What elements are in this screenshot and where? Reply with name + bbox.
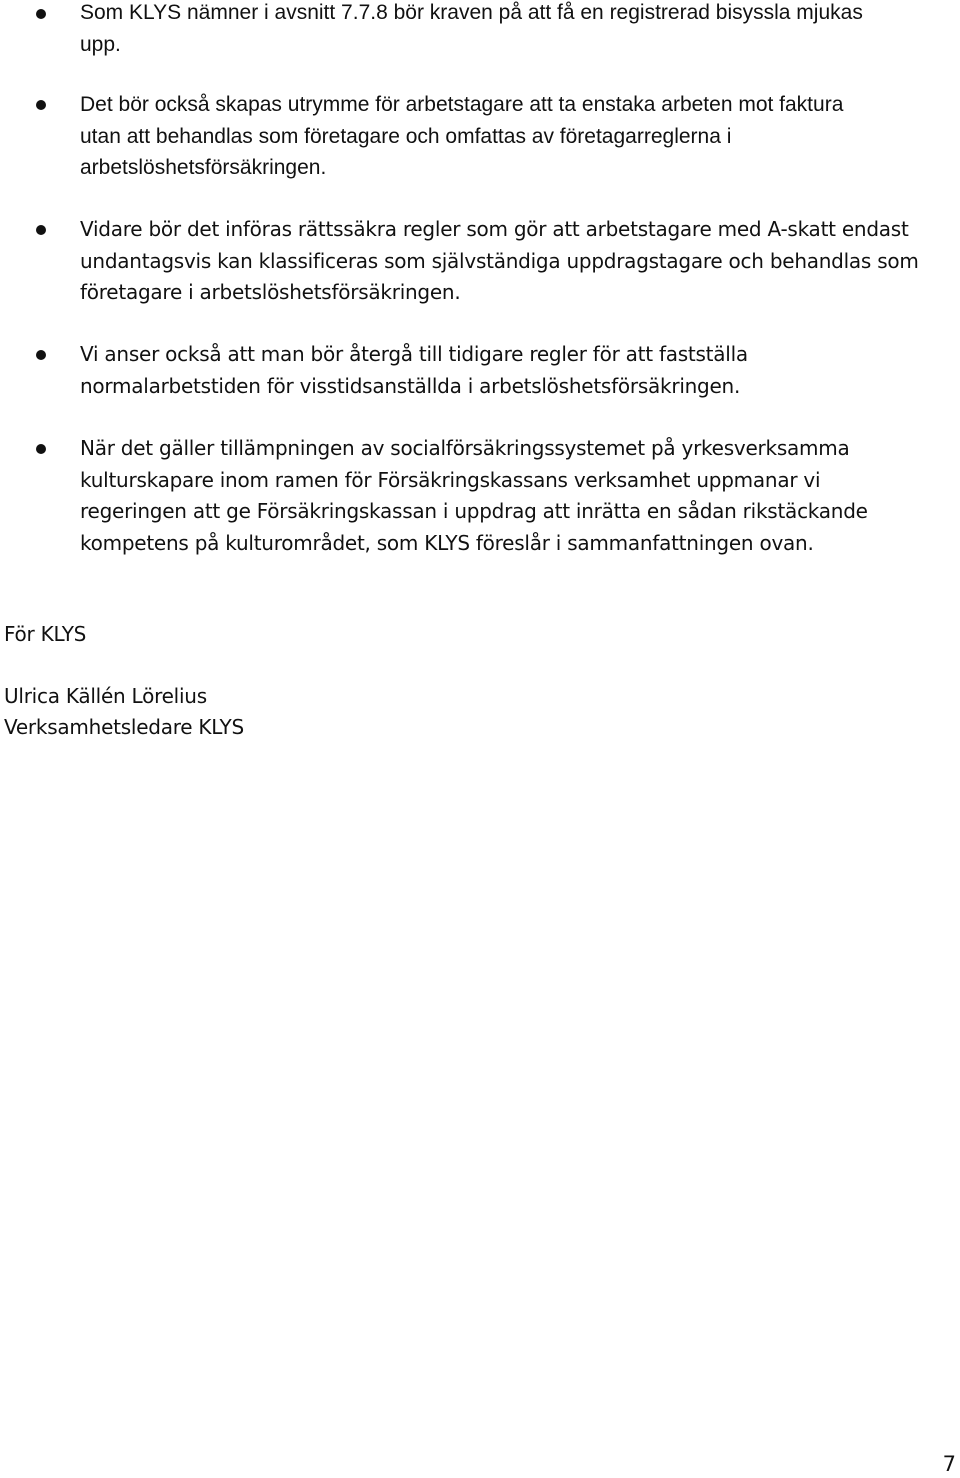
bullet-icon — [36, 444, 46, 454]
bullet-text: När det gäller tillämpningen av socialförsäkringssystemet på yrkesverksamma kulturskapare inom ramen för Försäkringskassans verksamhet uppmanar vi regeringen att ge Försäkringskassan i uppdrag att inrätta en sådan rikstäckande kompetens på kulturområdet, som KLYS föreslår i sammanfattningen ovan. — [80, 436, 868, 555]
bullet-icon — [36, 100, 46, 110]
signatory-name: Ulrica Källén Lörelius — [4, 684, 207, 708]
bullet-text: Vi anser också att man bör återgå till tidigare regler för att fastställa normalarbetstiden för visstidsanställda i arbetslöshetsförsäkringen. — [80, 342, 748, 398]
bullet-text: Som KLYS nämner i avsnitt 7.7.8 bör kraven på att få en registrerad bisyssla mjukas upp. — [80, 1, 863, 56]
page-number: 7 — [942, 1452, 956, 1476]
bullet-text: Det bör också skapas utrymme för arbetstagare att ta enstaka arbeten mot faktura utan att behandlas som företagare och omfattas av företagarreglerna i arbetslöshetsförsäkringen. — [80, 93, 844, 179]
closing-from: För KLYS — [4, 622, 87, 646]
bullet-icon — [36, 9, 46, 19]
signatory-title: Verksamhetsledare KLYS — [4, 715, 244, 739]
bullet-icon — [36, 225, 46, 235]
bullet-text: Vidare bör det införas rättssäkra regler som gör att arbetstagare med A-skatt endast undantagsvis kan klassificeras som självständiga uppdragstagare och behandlas som företagare i arbetslöshetsförsäkringen. — [80, 217, 919, 304]
bullet-icon — [36, 350, 46, 360]
